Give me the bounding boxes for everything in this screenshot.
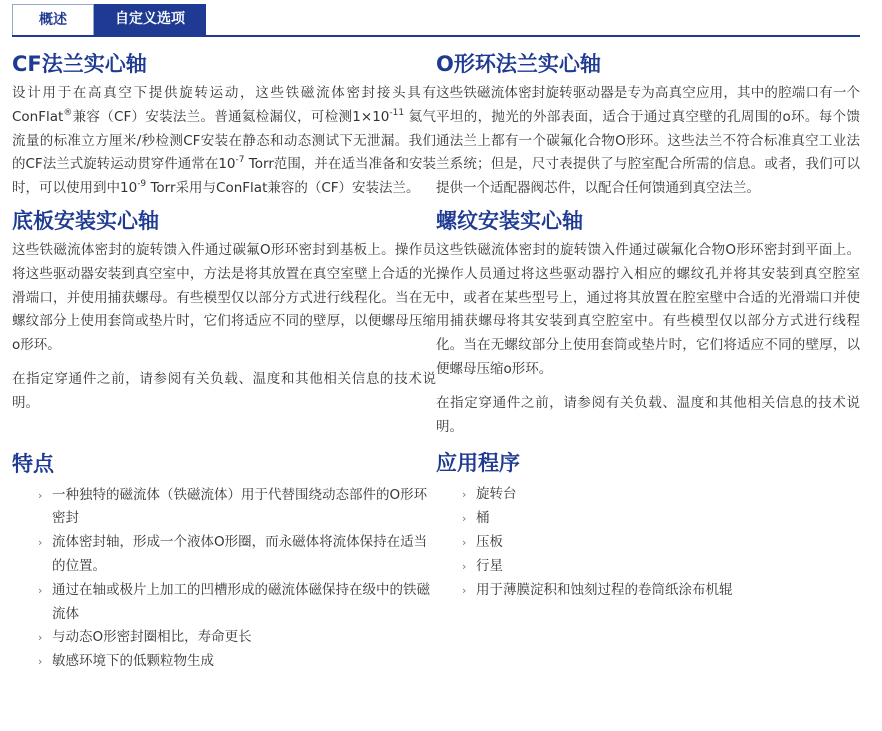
exponent-2: -7 [235, 155, 245, 166]
list-item: › 旋转台 [436, 483, 860, 507]
cf-flange-title: CF法兰实心轴 [12, 52, 147, 76]
exponent-3: -9 [137, 179, 147, 190]
applications-title: 应用程序 [436, 451, 520, 476]
oring-flange-title: O形环法兰实心轴 [436, 52, 601, 76]
chevron-right-icon: › [38, 488, 43, 502]
list-item: › 通过在轴或极片上加工的凹槽形成的磁流体磁保持在级中的铁磁流体 [12, 579, 436, 627]
list-item: › 桶 [436, 507, 860, 531]
exponent-1: -11 [389, 107, 405, 118]
list-item: › 敏感环境下的低颗粒物生成 [12, 650, 436, 674]
chevron-right-icon: › [38, 583, 43, 597]
features-title: 特点 [12, 451, 54, 476]
list-item: › 用于薄膜淀积和蚀刻过程的卷筒纸涂布机辊 [436, 579, 860, 603]
threaded-body: 这些铁磁流体密封的旋转馈入件通过碳氟化合物O形环密封到平面上。操作人员通过将这些驱动器拧入相应的螺纹孔并将其安装到真空腔室中，或者在某些型号上，通过将其放置在腔室壁中合适的光滑端口并使用捕获螺母将其安装到真空腔室中。有些模型仅以部分方式进行线程化。当在无螺纹部分上使用套筒或垫片时，它们将适应不同的壁厚，以便螺母压缩o形环。 [436, 241, 860, 377]
list-item: › 流体密封轴，形成一个液体O形圈，而永磁体将流体保持在适当的位置。 [12, 531, 436, 579]
features-list [12, 484, 436, 674]
cf-text-1: 设计用于在高真空下提供旋转运动，这些铁磁流体密封接头具有ConFlat [12, 85, 436, 125]
chevron-right-icon: › [462, 535, 467, 549]
left-column [12, 50, 436, 674]
list-item: › 行星 [436, 555, 860, 579]
baseplate-title: 底板安装实心轴 [12, 208, 159, 233]
oring-flange-body: 这些铁磁流体密封旋转驱动器是专为高真空应用，其中的腔端口有一个平坦的，抛光的外部表面，适合于通过真空壁的孔周围的o环。每个馈通法兰上都有一个碳氟化合物O形环。这些法兰不符合标准真空工业法兰系统；但是，尺寸表提供了与腔室配合所需的信息。或者，我们可以提供一个适配器阀芯件，以配合任何馈通到真空法兰。 [436, 85, 860, 197]
applications-list [436, 483, 860, 602]
cf-text-2: 兼容（CF）安装法兰。普通氦检漏仪，可检测1×10 [72, 108, 390, 125]
registered-mark: ® [63, 107, 73, 118]
chevron-right-icon: › [38, 536, 43, 550]
chevron-right-icon: › [462, 583, 467, 597]
cf-text-5: Torr采用与ConFlat兼容的（CF）安装法兰。 [146, 180, 420, 197]
tab-bar [12, 4, 860, 37]
list-item: › 压板 [436, 531, 860, 555]
cf-flange-body [12, 82, 436, 201]
threaded-note: 在指定穿通件之前，请参阅有关负载、温度和其他相关信息的技术说明。 [436, 394, 860, 435]
right-column [436, 50, 860, 602]
threaded-title: 螺纹安装实心轴 [436, 208, 583, 233]
chevron-right-icon: › [462, 559, 467, 573]
tab-overview[interactable]: 概述 [12, 4, 94, 35]
baseplate-body: 这些铁磁流体密封的旋转馈入件通过碳氟O形环密封到基板上。操作员将这些驱动器安装到真空室中，方法是将其放置在真空室壁上合适的光滑端口，并使用捕获螺母。有些模型仅以部分方式进行线程化。当在无螺纹部分上使用套筒或垫片时，它们将适应不同的壁厚，以便螺母压缩o形环。 [12, 241, 436, 354]
list-item: › 一种独特的磁流体（铁磁流体）用于代替围绕动态部件的O形环密封 [12, 484, 436, 532]
chevron-right-icon: › [38, 655, 43, 669]
tab-custom-options[interactable]: 自定义选项 [94, 4, 206, 35]
chevron-right-icon: › [462, 512, 467, 526]
list-item: › 与动态O形密封圈相比，寿命更长 [12, 626, 436, 650]
chevron-right-icon: › [462, 488, 467, 502]
chevron-right-icon: › [38, 631, 43, 645]
cf-text-4: Torr范围，并在适当准备和安装时，可以使用到中10 [12, 156, 436, 197]
baseplate-note: 在指定穿通件之前，请参阅有关负载、温度和其他相关信息的技术说明。 [12, 370, 436, 411]
cf-text-3: 氦气流量的标准立方厘米/秒检测CF安装在静态和动态测试下无泄漏。我们的CF法兰式旋转运动贯穿件通常在10 [12, 108, 436, 173]
